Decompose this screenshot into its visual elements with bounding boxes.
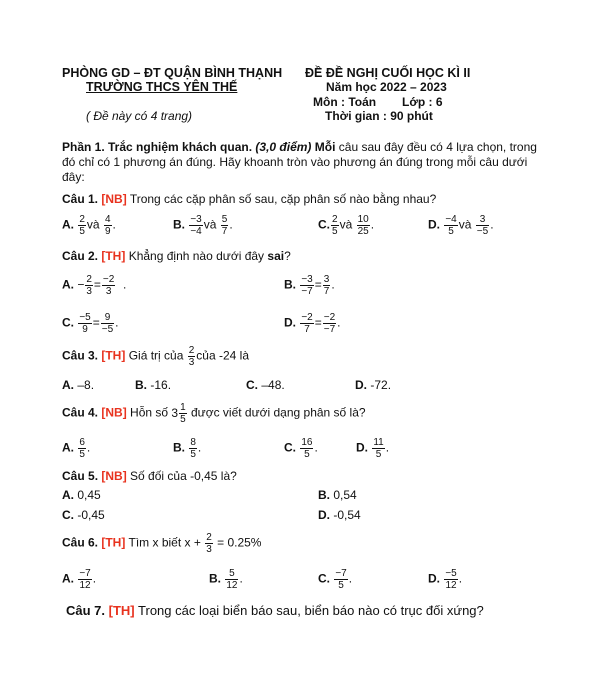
question-emphasis: sai [267, 249, 285, 263]
option-letter: A. [62, 440, 74, 455]
fraction: $\frac{2}{5}$ [79, 214, 85, 237]
equation-lhs: x + [184, 535, 201, 550]
part1-title: Phần 1. Trắc nghiệm khách quan. [62, 140, 253, 154]
option-letter: D. [428, 571, 440, 586]
option-value: -72. [370, 378, 392, 392]
grade: Lớp : 6 [402, 95, 443, 109]
option-letter: C. [62, 315, 74, 330]
fraction: $\frac{-7}{12}$ [79, 568, 91, 591]
option-letter: D. [318, 508, 330, 522]
question-text: Số đối của -0,45 là? [130, 469, 237, 483]
question-label: Câu 2. [62, 249, 99, 263]
fraction: $\frac{5}{12}$ [226, 568, 238, 591]
question-3 [62, 345, 249, 368]
question-tag: [TH] [101, 348, 126, 363]
question-text: Trong các loại biển báo sau, biển báo nào có trục đối xứng? [138, 603, 484, 618]
subject: Môn : Toán [313, 95, 377, 109]
option-letter: B. [173, 440, 185, 455]
option-letter: C. [318, 571, 330, 586]
fraction: $\frac{-2}{-7}$ [323, 312, 336, 335]
question-4 [62, 402, 366, 425]
option-value: -16. [150, 378, 172, 392]
question-text-after: được viết dưới dạng phân số là? [191, 405, 366, 420]
question-punct: ? [284, 249, 291, 263]
q5-option-a[interactable] [62, 488, 101, 502]
exam-title: ĐỀ ĐỀ NGHỊ CUỐI HỌC KÌ II [305, 66, 471, 80]
q1-option-c[interactable]: C. $\frac{2}{5}$ và $\frac{10}{25}$ . [318, 214, 375, 237]
question-text: Trong các cặp phân số sau, cặp phân số nào bằng nhau? [129, 192, 437, 206]
option-letter: D. [355, 378, 367, 392]
option-letter: C. [62, 508, 74, 522]
option-letter: A. [62, 488, 74, 502]
option-value: -0,54 [333, 508, 361, 522]
question-tag: [TH] [101, 535, 126, 550]
option-letter: C. [246, 378, 258, 392]
q5-option-c[interactable] [62, 508, 105, 522]
option-value: 0,54 [333, 488, 357, 502]
q3-option-a[interactable] [62, 378, 94, 392]
option-value: –48. [261, 378, 285, 392]
option-letter: C. [284, 440, 296, 455]
option-letter: B. [318, 488, 330, 502]
option-letter: C. [318, 217, 330, 232]
and-word: và [458, 217, 472, 232]
question-2 [62, 249, 291, 263]
option-value: –8. [77, 378, 95, 392]
fraction: $\frac{6}{5}$ [79, 437, 85, 460]
option-letter: D. [356, 440, 368, 455]
q6-option-d[interactable]: D. $\frac{-5}{12}$ . [428, 568, 463, 591]
fraction: $\frac{2}{3}$ [188, 345, 195, 368]
question-label: Câu 3. [62, 348, 99, 363]
q1-option-a[interactable]: A. $\frac{2}{5}$ và $\frac{4}{9}$ . [62, 214, 116, 237]
fraction: $\frac{5}{7}$ [221, 214, 228, 237]
option-letter: B. [284, 277, 296, 292]
fraction: $\frac{10}{25}$ [357, 214, 369, 237]
q3-option-c[interactable] [246, 378, 285, 392]
q1-option-b[interactable]: B. $\frac{-3}{-4}$ và $\frac{5}{7}$ . [173, 214, 233, 237]
q3-option-d[interactable] [355, 378, 391, 392]
option-letter: A. [62, 378, 74, 392]
q4-option-b[interactable]: B. $\frac{8}{5}$ . [173, 437, 202, 460]
fraction: $\frac{-7}{5}$ [335, 568, 347, 591]
option-letter: A. [62, 217, 74, 232]
question-label: Câu 6. [62, 535, 99, 550]
question-text: Tìm x biết [128, 535, 182, 550]
option-value: -0,45 [77, 508, 105, 522]
q5-option-b[interactable] [318, 488, 357, 502]
question-label: Câu 5 [62, 469, 95, 483]
q4-option-d[interactable]: D. $\frac{11}{5}$ . [356, 437, 390, 460]
q6-option-b[interactable]: B. $\frac{5}{12}$ . [209, 568, 243, 591]
question-label: Câu 7. [66, 603, 106, 618]
option-letter: B. [135, 378, 147, 392]
q2-option-d[interactable]: D. $\frac{-2}{7}$ = $\frac{-2}{-7}$ . [284, 312, 341, 335]
q2-option-b[interactable]: B. $\frac{-3}{-7}$ = $\frac{3}{7}$ . [284, 274, 335, 297]
and-word: và [203, 217, 217, 232]
fraction: $\frac{2}{3}$ [206, 532, 212, 555]
question-5: Câu 5. [NB] Số đối của -0,45 là? [62, 469, 237, 483]
fraction: $\frac{9}{-5}$ [101, 312, 114, 335]
and-word: và [86, 217, 100, 232]
fraction: $\frac{2}{3}$ [86, 274, 92, 297]
part1-intro-text: câu sau đây đều có 4 lựa chọn, trong đó chỉ có 1 phương án đúng. Hãy khoanh tròn vào phương án đúng trong mỗi câu dưới đây: [62, 140, 537, 184]
fraction: $\frac{-4}{5}$ [445, 214, 457, 237]
option-letter: D. [428, 217, 440, 232]
q2-option-c[interactable]: C. $\frac{-5}{9}$ = $\frac{9}{-5}$ . [62, 312, 119, 335]
exam-time: Thời gian : 90 phút [325, 109, 433, 123]
question-text-after: của -24 là [196, 348, 249, 363]
q4-option-a[interactable]: A. $\frac{6}{5}$ . [62, 437, 91, 460]
pages-note: ( Đề này có 4 trang) [86, 109, 193, 123]
fraction: $\frac{3}{-5}$ [476, 214, 489, 237]
school-name: TRƯỜNG THCS YÊN THẾ [86, 80, 238, 94]
part1-intro [62, 140, 552, 185]
question-tag: [TH] [101, 249, 126, 263]
option-letter: A. [62, 277, 74, 292]
q6-option-c[interactable]: C. $\frac{-7}{5}$ . [318, 568, 353, 591]
fraction: $\frac{11}{5}$ [373, 437, 384, 460]
part1-points: (3,0 điểm) [255, 140, 312, 154]
option-letter: D. [284, 315, 296, 330]
fraction: $\frac{8}{5}$ [190, 437, 196, 460]
option-letter: B. [209, 571, 221, 586]
and-word: và [339, 217, 353, 232]
question-tag: [TH] [108, 603, 135, 618]
school-year: Năm học 2022 – 2023 [326, 80, 447, 94]
q4-option-c[interactable]: C. $\frac{16}{5}$ . [284, 437, 318, 460]
question-7 [66, 603, 484, 618]
dept-name: PHÒNG GD – ĐT QUẬN BÌNH THẠNH [62, 66, 283, 80]
q6-option-a[interactable]: A. $\frac{-7}{12}$ . [62, 568, 97, 591]
q1-option-d[interactable]: D. $\frac{-4}{5}$ và $\frac{3}{-5}$ . [428, 214, 494, 237]
question-text: Khẳng định nào dưới đây [128, 249, 265, 263]
fraction: $\frac{-5}{9}$ [79, 312, 91, 335]
question-text: Giá trị của [128, 348, 184, 363]
fraction: $\frac{3}{7}$ [323, 274, 330, 297]
part1-intro-bold: Mỗi [314, 140, 336, 154]
fraction: $\frac{16}{5}$ [301, 437, 313, 460]
question-tag: [NB] [101, 469, 127, 483]
option-letter: B. [173, 217, 185, 232]
q5-option-d[interactable] [318, 508, 361, 522]
fraction: $\frac{-2}{7}$ [301, 312, 313, 335]
fraction: $\frac{-2}{3}$ [102, 274, 115, 297]
question-text: Hỗn số [130, 405, 169, 420]
fraction: $\frac{-3}{-4}$ [190, 214, 202, 237]
fraction: $\frac{-3}{-7}$ [301, 274, 313, 297]
question-6 [62, 532, 261, 555]
fraction: $\frac{2}{5}$ [332, 214, 338, 237]
equation-rhs: = 0.25% [217, 535, 262, 550]
q3-option-b[interactable] [135, 378, 171, 392]
question-tag: [NB] [101, 405, 127, 420]
q2-option-a[interactable]: A. − $\frac{2}{3}$ = $\frac{-2}{3}$ . [62, 274, 127, 297]
question-1 [62, 192, 436, 206]
fraction: $\frac{-5}{12}$ [445, 568, 457, 591]
option-value: 0,45 [77, 488, 101, 502]
question-tag: [NB] [101, 192, 127, 206]
question-label: Câu 1. [62, 192, 99, 206]
question-label: Câu 4. [62, 405, 99, 420]
fraction: $\frac{4}{9}$ [104, 214, 111, 237]
option-letter: A. [62, 571, 74, 586]
mixed-number: 3 $\frac{1}{5}$ [171, 402, 186, 425]
